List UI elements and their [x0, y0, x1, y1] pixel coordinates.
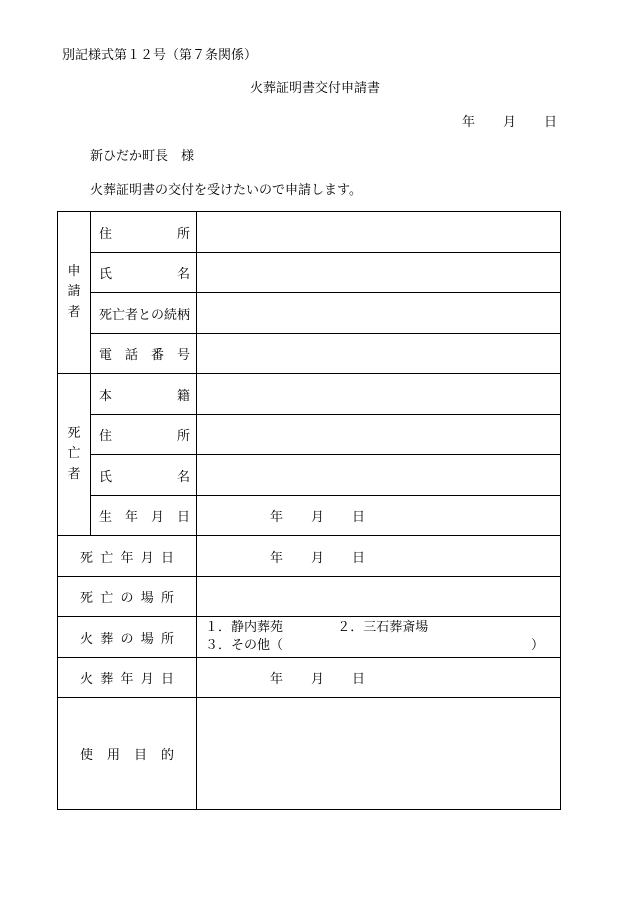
applicant-group-label: 申 請 者: [58, 212, 91, 374]
ymd-year: 年: [270, 672, 284, 687]
cremation-place-label: [58, 617, 197, 658]
addressee: 新ひだか町長 様: [90, 149, 195, 164]
label-text: 火 葬 の 場 所: [80, 631, 174, 647]
option-other[interactable]: ３．その他（: [205, 638, 284, 653]
death-date-field[interactable]: [197, 536, 561, 577]
option-other-close: ）: [530, 638, 544, 653]
table-row: [58, 577, 561, 617]
table-row: [58, 536, 561, 577]
label-text: 住 所: [99, 226, 190, 242]
table-row: [58, 415, 561, 455]
table-row: [58, 455, 561, 496]
ymd-labels: [197, 668, 560, 687]
death-date-label: [58, 536, 197, 577]
applicant-address-field[interactable]: [197, 212, 561, 253]
ymd-year: 年: [270, 550, 284, 566]
ymd-labels: [197, 547, 560, 566]
application-form-table: [57, 211, 561, 810]
ymd-year: 年: [270, 510, 284, 525]
table-row: [58, 212, 561, 253]
request-statement: 火葬証明書の交付を受けたいので申請します。: [90, 183, 362, 198]
applicant-relation-field[interactable]: [197, 293, 561, 334]
date-year-label: 年: [462, 115, 476, 130]
form-number: 別記様式第１２号（第７条関係）: [62, 48, 258, 63]
label-text: 本 籍: [99, 388, 190, 404]
label-text: 死 亡 年 月 日: [80, 550, 174, 566]
ymd-day: 日: [352, 510, 366, 525]
label-text: 死 亡 の 場 所: [80, 591, 174, 606]
applicant-name-field[interactable]: [197, 253, 561, 293]
ymd-day: 日: [352, 672, 366, 687]
label-text: 使 用 目 的: [80, 748, 174, 763]
ymd-month: 月: [311, 672, 325, 687]
ymd-day: 日: [352, 550, 366, 566]
label-text: 住 所: [99, 429, 190, 444]
applicant-address-label: [91, 212, 197, 253]
death-place-label: [58, 577, 197, 617]
label-text: 氏 名: [99, 469, 190, 485]
option-mitsuishi[interactable]: ２．三石葬斎場: [337, 620, 429, 636]
death-place-field[interactable]: [197, 577, 561, 617]
label-text: 電 話 番 号: [99, 348, 190, 363]
deceased-domicile-label: [91, 374, 197, 415]
deceased-birthdate-label: [91, 496, 197, 536]
date-month-label: 月: [502, 115, 516, 130]
deceased-domicile-field[interactable]: [197, 374, 561, 415]
date-day-label: 日: [543, 115, 557, 130]
table-row: [58, 293, 561, 334]
table-row: [58, 617, 561, 658]
label-text: 生 年 月 日: [99, 510, 190, 525]
label-text: 氏 名: [99, 267, 190, 282]
table-row: [58, 496, 561, 536]
applicant-phone-field[interactable]: [197, 334, 561, 374]
purpose-label: [58, 698, 197, 810]
table-row: [58, 334, 561, 374]
deceased-name-label: [91, 455, 197, 496]
applicant-phone-label: [91, 334, 197, 374]
deceased-address-label: [91, 415, 197, 455]
deceased-name-field[interactable]: [197, 455, 561, 496]
deceased-group-label: 死 亡 者: [58, 374, 91, 536]
table-row: [58, 374, 561, 415]
ymd-month: 月: [311, 510, 325, 525]
cremation-place-options[interactable]: [197, 617, 561, 658]
cremation-date-label: [58, 658, 197, 698]
ymd-month: 月: [311, 550, 325, 566]
purpose-field[interactable]: [197, 698, 561, 810]
application-date: [462, 116, 557, 129]
applicant-relation-label: 死亡者との続柄: [91, 293, 197, 334]
cremation-date-field[interactable]: [197, 658, 561, 698]
table-row: [58, 698, 561, 810]
label-text: 火 葬 年 月 日: [80, 672, 174, 687]
deceased-birthdate-field[interactable]: [197, 496, 561, 536]
cremation-option-row2: [205, 637, 560, 655]
applicant-name-label: [91, 253, 197, 293]
document-title: 火葬証明書交付申請書: [249, 81, 380, 96]
option-shizunai[interactable]: １．静内葬苑: [205, 620, 284, 636]
table-row: [58, 658, 561, 698]
cremation-option-row1: [205, 619, 560, 637]
deceased-address-field[interactable]: [197, 415, 561, 455]
table-row: [58, 253, 561, 293]
ymd-labels: [197, 506, 560, 525]
